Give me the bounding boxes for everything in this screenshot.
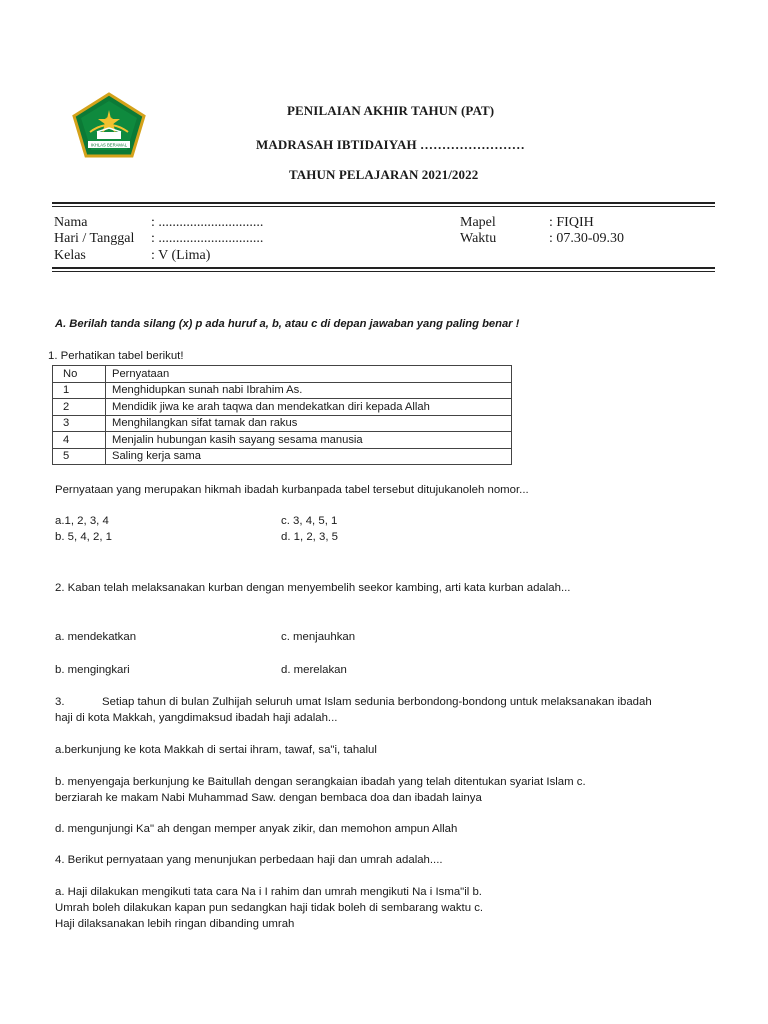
table-cell-no: 2 — [53, 399, 106, 416]
q3-number: 3. — [55, 696, 65, 708]
kelas-value: : V (Lima) — [151, 248, 211, 263]
q3-option-b-line1[interactable]: b. menyengaja berkunjung ke Baitullah dengan serangkaian ibadah yang telah ditentukan syariat Islam c. — [55, 776, 586, 788]
q1-option-b[interactable]: b. 5, 4, 2, 1 — [55, 531, 112, 543]
q1-table — [52, 365, 512, 465]
q2-question: 2. Kaban telah melaksanakan kurban dengan menyembelih seekor kambing, arti kata kurban adalah... — [55, 582, 571, 594]
header-title-3: TAHUN PELAJARAN 2021/2022 — [289, 167, 479, 182]
q3-question-line1: Setiap tahun di bulan Zulhijah seluruh umat Islam sedunia berbondong-bondong untuk melaksanakan ibadah — [102, 696, 652, 708]
q4-option-line3[interactable]: Haji dilaksanakan lebih ringan dibanding umrah — [55, 918, 295, 930]
table-row — [53, 415, 512, 432]
table-cell-no: 4 — [53, 432, 106, 449]
top-double-rule-2 — [52, 206, 715, 207]
table-cell-no: 3 — [53, 415, 106, 432]
table-cell-statement: Menghilangkan sifat tamak dan rakus — [106, 415, 512, 432]
q3-question-line2: haji di kota Makkah, yangdimaksud ibadah haji adalah... — [55, 712, 338, 724]
q3-option-a[interactable]: a.berkunjung ke kota Makkah di sertai ihram, tawaf, sa"i, tahalul — [55, 744, 377, 756]
mapel-label: Mapel — [460, 215, 496, 230]
table-header-row — [53, 366, 512, 383]
q1-question: Pernyataan yang merupakan hikmah ibadah kurbanpada tabel tersebut ditujukanoleh nomor... — [55, 484, 529, 496]
q3-option-d[interactable]: d. mengunjungi Ka" ah dengan memper anyak zikir, dan memohon ampun Allah — [55, 823, 458, 835]
q2-option-a[interactable]: a. mendekatkan — [55, 631, 137, 643]
table-row — [53, 382, 512, 399]
q4-question: 4. Berikut pernyataan yang menunjukan perbedaan haji dan umrah adalah.... — [55, 854, 443, 866]
table-header-no: No — [53, 366, 106, 383]
nama-value: : .............................. — [151, 215, 264, 230]
q1-option-c[interactable]: c. 3, 4, 5, 1 — [281, 515, 338, 527]
table-cell-no: 1 — [53, 382, 106, 399]
q1-option-d[interactable]: d. 1, 2, 3, 5 — [281, 531, 338, 543]
table-cell-statement: Menjalin hubungan kasih sayang sesama manusia — [106, 432, 512, 449]
table-cell-statement: Menghidupkan sunah nabi Ibrahim As. — [106, 382, 512, 399]
bottom-double-rule-1 — [52, 267, 715, 269]
q1-prompt: 1. Perhatikan tabel berikut! — [48, 350, 184, 362]
header-title-2: MADRASAH IBTIDAIYAH …………………… — [256, 137, 525, 152]
q2-option-b[interactable]: b. mengingkari — [55, 664, 130, 676]
q2-option-d[interactable]: d. merelakan — [281, 664, 347, 676]
kemenag-logo — [70, 92, 148, 158]
q4-option-line1[interactable]: a. Haji dilakukan mengikuti tata cara Na i I rahim dan umrah mengikuti Na i Isma"il b. — [55, 886, 482, 898]
header-title-1: PENILAIAN AKHIR TAHUN (PAT) — [287, 103, 495, 118]
kelas-label: Kelas — [54, 248, 86, 263]
top-double-rule-1 — [52, 202, 715, 204]
logo-caption: IKHLAS BERAMAL — [90, 142, 128, 148]
table-row — [53, 432, 512, 449]
nama-label: Nama — [54, 215, 88, 230]
q4-option-line2[interactable]: Umrah boleh dilakukan kapan pun sedangkan haji tidak boleh di sembarang waktu c. — [55, 902, 484, 914]
waktu-value: : 07.30-09.30 — [549, 231, 625, 246]
table-row — [53, 448, 512, 465]
q3-option-b-line2[interactable]: berziarah ke makam Nabi Muhammad Saw. dengan bembaca doa dan ibadah lainya — [55, 792, 482, 804]
q2-option-c[interactable]: c. menjauhkan — [281, 631, 356, 643]
table-header-pernyataan: Pernyataan — [106, 366, 512, 383]
hari-label: Hari / Tanggal — [54, 231, 135, 246]
hari-value: : .............................. — [151, 231, 264, 246]
table-cell-statement: Saling kerja sama — [106, 448, 512, 465]
mapel-value: : FIQIH — [549, 215, 594, 230]
table-row — [53, 399, 512, 416]
q1-option-a[interactable]: a.1, 2, 3, 4 — [55, 515, 109, 527]
table-cell-statement: Mendidik jiwa ke arah taqwa dan mendekatkan diri kepada Allah — [106, 399, 512, 416]
waktu-label: Waktu — [460, 231, 497, 246]
section-a-instruction: A. Berilah tanda silang (x) p ada huruf a, b, atau c di depan jawaban yang paling benar ! — [55, 318, 520, 330]
bottom-double-rule-2 — [52, 271, 715, 272]
table-cell-no: 5 — [53, 448, 106, 465]
